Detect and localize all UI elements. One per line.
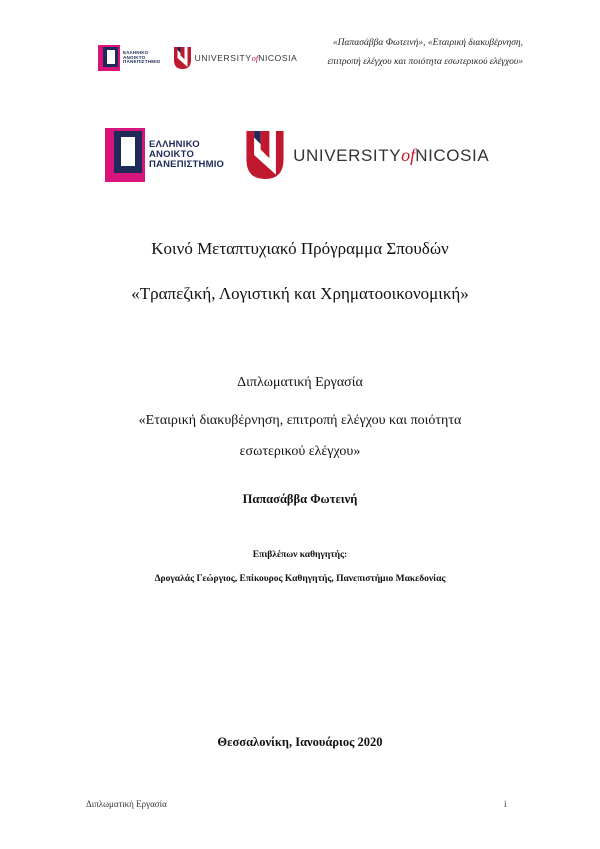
main-logos [105, 128, 489, 182]
header-logos [98, 45, 297, 71]
eap-small-line1: ΕΛΛΗΝΙΚΟ [123, 49, 149, 55]
thesis-title-line1: «Εταιρική διακυβέρνηση, επιτροπή ελέγχου και ποιότητα [138, 413, 462, 428]
unic-large-text [293, 145, 489, 166]
unic-large-part1: UNIVERSITY [293, 145, 402, 165]
unic-large-of: of [401, 144, 416, 165]
eap-small-line2: ΑΝΟΙΚΤΟ [123, 54, 146, 60]
page-number: i [504, 799, 507, 809]
eap-large-line1: ΕΛΛΗΝΙΚΟ [149, 139, 200, 151]
eap-logo-small-text [123, 51, 161, 65]
header-citation-line2: επιτροπή ελέγχου και ποιότητα εσωτερικού ελέγχου» [327, 57, 523, 67]
eap-logo-large-text [149, 140, 224, 170]
eap-large-line3: ΠΑΝΕΠΙΣΤΗΜΙΟ [149, 158, 225, 170]
supervisor-name: Δρογαλάς Γεώργιος, Επίκουρος Καθηγητής, Πανεπιστήμιο Μακεδονίας [154, 574, 446, 584]
unic-small-part1: UNIVERSITY [194, 53, 252, 63]
unic-small-part2: NICOSIA [258, 53, 298, 63]
header-citation [273, 34, 523, 72]
unic-logo-large [246, 131, 489, 179]
place-and-date: Θεσσαλονίκη, Ιανουάριος 2020 [217, 735, 383, 749]
eap-mark-icon [98, 45, 120, 71]
thesis-label: Διπλωματική Εργασία [237, 375, 363, 390]
thesis-title [0, 405, 600, 467]
program-title-line1: Κοινό Μεταπτυχιακό Πρόγραμμα Σπουδών [151, 239, 449, 258]
unic-small-of: of [251, 53, 259, 63]
unic-large-part2: NICOSIA [415, 145, 490, 165]
unic-shield-large-icon [246, 131, 284, 179]
eap-small-line3: ΠΑΝΕΠΙΣΤΗΜΙΟ [123, 59, 161, 65]
footer-label: Διπλωματική Εργασία [86, 799, 167, 809]
program-title-line2: «Τραπεζική, Λογιστική και Χρηματοοικονομική» [131, 284, 469, 303]
eap-logo-small [98, 45, 161, 71]
supervisor-label: Επιβλέπων καθηγητής: [252, 550, 348, 560]
thesis-title-line2: εσωτερικού ελέγχου» [239, 444, 361, 459]
author-name: Παπασάββα Φωτεινή [242, 492, 358, 506]
eap-logo-large [105, 128, 224, 182]
header-citation-line1: «Παπασάββα Φωτεινή», «Εταιρική διακυβέρνηση, [332, 38, 523, 48]
eap-mark-large-icon [105, 128, 145, 182]
unic-shield-icon [174, 47, 191, 69]
eap-large-line2: ΑΝΟΙΚΤΟ [149, 149, 195, 161]
